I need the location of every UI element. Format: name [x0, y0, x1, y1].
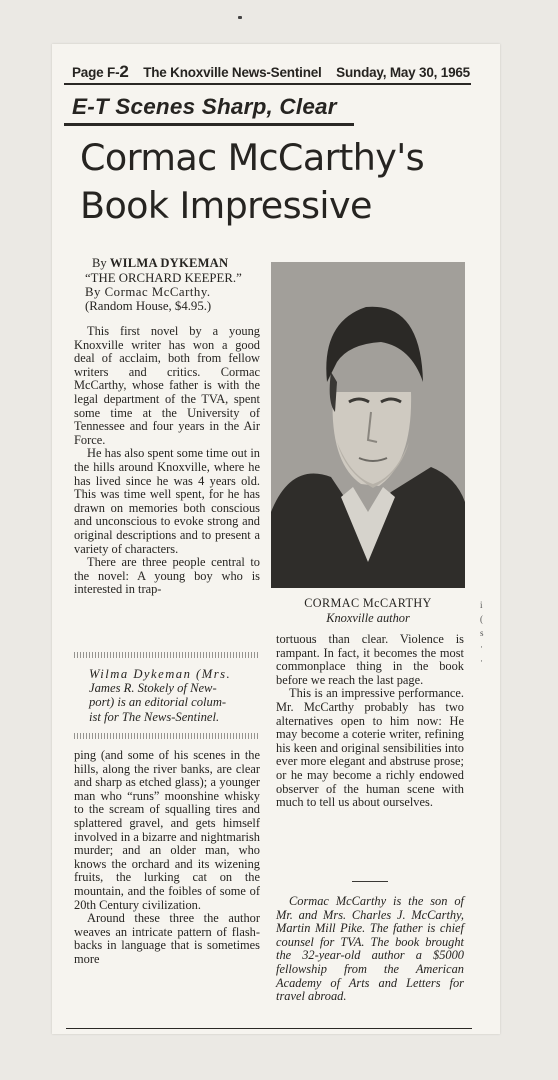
margin-mark: i	[480, 600, 483, 610]
margin-mark: (	[480, 614, 483, 624]
paragraph: tortuous than clear. Violence is rampant. In fact, it becomes the most commonplace thing in the book before we reach the last page.	[276, 632, 464, 687]
byline-author: WILMA DYKEMAN	[109, 256, 229, 270]
caption-role: Knoxville author	[326, 611, 410, 625]
book-title: “THE ORCHARD KEEPER.”	[85, 271, 242, 285]
paragraph: This first novel by a young Knoxville writer has won a good deal of acclaim, both from fellow writers and critics. Cormac McCarthy, whose father is with the legal department of the TVA, spent some time at the University of Tennessee and four years in the Air Force.	[74, 324, 260, 447]
paragraph: Around these three the author weaves an intricate pattern of flash-backs in language that is sometimes more	[74, 911, 260, 966]
book-publisher: (Random House, $4.95.)	[85, 299, 212, 314]
byline	[92, 257, 262, 271]
footnote-divider	[352, 881, 388, 882]
paper-speck	[238, 16, 242, 19]
paragraph: This is an impressive performance. Mr. McCarthy probably has two alternatives open to him now: He may become a coterie writer, refining his keen and original sensibilities into ever more elegant and abstruse prose; or he may become a richly endowed observer of the human scene with much to tell us about ourselves.	[276, 686, 464, 810]
headline-line-2: Book Impressive	[80, 184, 372, 227]
footnote-text: Cormac McCarthy is the son of Mr. and Mrs. Charles J. McCarthy, Martin Mill Pike. The father is chief counsel for TVA. The book brought the 32-year-old author a $5000 fellowship from the American Academy of Arts and Letters for travel abroad.	[276, 894, 464, 1004]
author-photo	[271, 262, 465, 588]
byline-by: By	[92, 256, 107, 270]
editor-note-line: Wilma Dykeman (Mrs.	[89, 667, 232, 681]
headline-line-1: Cormac McCarthy's	[80, 136, 425, 179]
book-info	[74, 271, 260, 314]
photo-caption	[271, 596, 465, 626]
book-author: By Cormac McCarthy.	[85, 285, 211, 300]
masthead	[72, 62, 470, 82]
headline	[80, 134, 424, 230]
article-column-1-top	[74, 325, 260, 597]
page-number: Page F-2	[72, 62, 129, 81]
divider-hatch	[74, 652, 260, 658]
margin-mark: ·	[480, 656, 483, 666]
margin-marks	[480, 598, 484, 668]
margin-mark: ·	[480, 642, 483, 652]
masthead-rule	[64, 83, 471, 85]
bottom-rule	[66, 1028, 472, 1029]
paragraph: ping (and some of his scenes in the hills, along the river banks, are clear and sharp as etched glass); a younger man who “runs” moonshine whisky to the scream of squalling tires and splattered gravel, and gets himself involved in a bizarre and nightmarish murder; and an older man, who knows the orchard and its wizening fruits, the lurking cat on the mountain, and the foibles of some of 20th Century civilization.	[74, 748, 260, 912]
editor-note-line: port) is an editorial colum-	[89, 695, 227, 710]
issue-date: Sunday, May 30, 1965	[336, 65, 470, 80]
paragraph: There are three people central to the novel: A young boy who is interested in trap-	[74, 555, 260, 597]
editor-note-line: James R. Stokely of New-	[89, 681, 217, 696]
caption-name: CORMAC McCARTHY	[304, 596, 432, 610]
paper-name: The Knoxville News-Sentinel	[143, 65, 322, 80]
author-footnote	[276, 895, 464, 1004]
article-column-1-bottom	[74, 749, 260, 967]
editor-note	[89, 667, 261, 724]
kicker-headline: E-T Scenes Sharp, Clear	[72, 94, 337, 119]
divider-hatch	[74, 733, 260, 739]
kicker-rule	[64, 123, 354, 126]
editor-note-line: ist for The News-Sentinel.	[89, 709, 220, 724]
margin-mark: s	[480, 628, 484, 638]
article-column-2	[276, 633, 464, 810]
paragraph: He has also spent some time out in the hills around Knoxville, where he has lived since he was 4 years old. This was time well spent, for he has drawn on memories both conscious and unconscious to evoke strong and original descriptions and to present a variety of characters.	[74, 446, 260, 556]
